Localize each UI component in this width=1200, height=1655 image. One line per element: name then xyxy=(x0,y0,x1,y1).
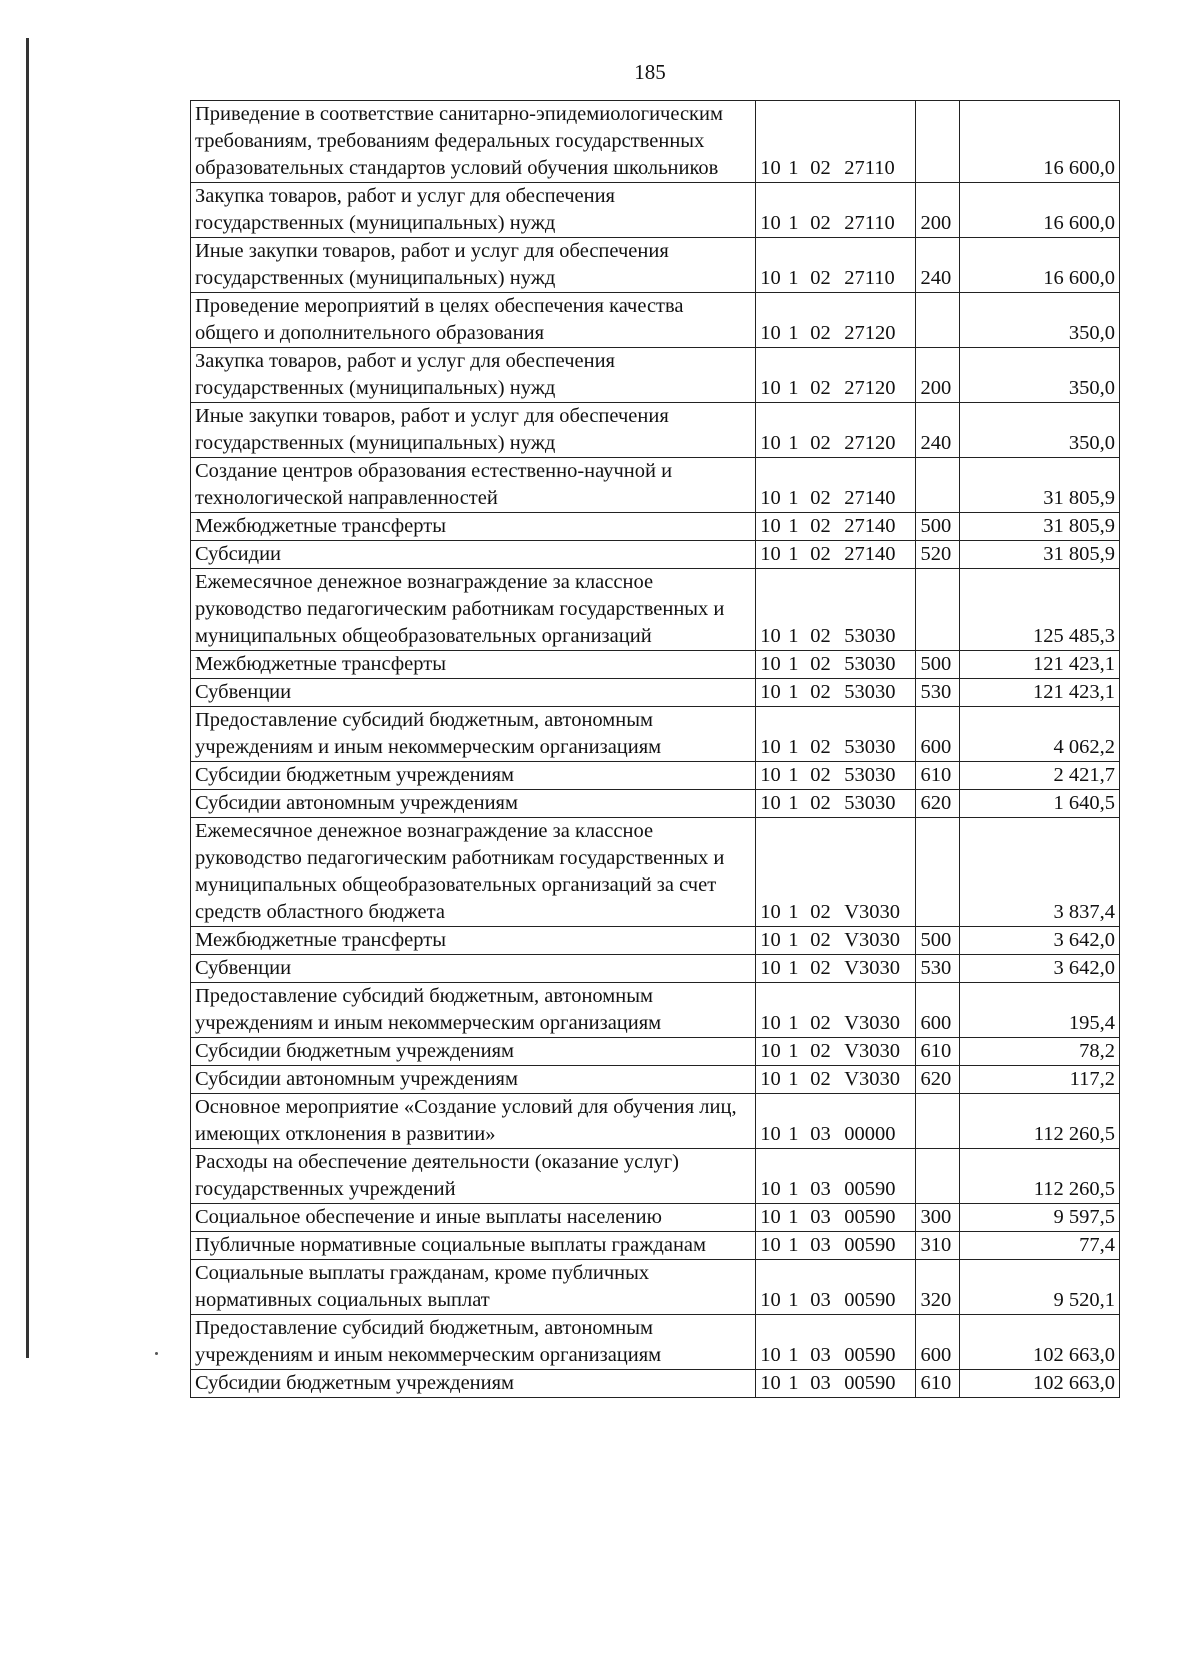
code-part: V3030 xyxy=(844,1012,901,1034)
code-part: 02 xyxy=(810,543,831,565)
code-part: 53030 xyxy=(844,736,896,758)
table-row xyxy=(191,1066,1120,1094)
code-part: 00590 xyxy=(844,1372,896,1394)
row-amount: 3 837,4 xyxy=(959,818,1119,927)
code-part: 02 xyxy=(810,1012,831,1034)
code-part: 1 xyxy=(788,901,799,923)
row-description: Создание центров образования естественно-научной и технологической направленностей xyxy=(191,458,756,513)
row-amount: 102 663,0 xyxy=(959,1315,1119,1370)
table-row xyxy=(191,1149,1120,1204)
code-part: V3030 xyxy=(844,1068,901,1090)
table-row xyxy=(191,1204,1120,1232)
code-part: 10 xyxy=(760,1234,781,1256)
row-expense-type: 600 xyxy=(916,1315,959,1370)
row-description: Иные закупки товаров, работ и услуг для обеспечения государственных (муниципальных) нужд xyxy=(191,403,756,458)
row-expense-type: 610 xyxy=(916,1038,959,1066)
row-description: Субвенции xyxy=(191,679,756,707)
code-part: 10 xyxy=(760,543,781,565)
row-expense-type xyxy=(916,293,959,348)
code-part: 1 xyxy=(788,432,799,454)
row-expense-type xyxy=(916,569,959,651)
table-row xyxy=(191,1315,1120,1370)
table-row xyxy=(191,569,1120,651)
row-target-code xyxy=(756,927,916,955)
row-target-code xyxy=(756,762,916,790)
row-description: Межбюджетные трансферты xyxy=(191,651,756,679)
row-amount: 3 642,0 xyxy=(959,927,1119,955)
row-expense-type: 200 xyxy=(916,348,959,403)
code-part: 02 xyxy=(810,792,831,814)
budget-table xyxy=(190,100,1120,1398)
code-part: 00590 xyxy=(844,1289,896,1311)
table-row xyxy=(191,541,1120,569)
row-target-code xyxy=(756,238,916,293)
table-row xyxy=(191,955,1120,983)
code-part: 02 xyxy=(810,212,831,234)
code-part: V3030 xyxy=(844,1040,901,1062)
row-amount: 16 600,0 xyxy=(959,101,1119,183)
code-part: 1 xyxy=(788,764,799,786)
code-part: 1 xyxy=(788,1289,799,1311)
code-part: 53030 xyxy=(844,792,896,814)
code-part: 02 xyxy=(810,322,831,344)
row-target-code xyxy=(756,651,916,679)
table-row xyxy=(191,293,1120,348)
code-part: 1 xyxy=(788,792,799,814)
row-target-code xyxy=(756,101,916,183)
row-description: Межбюджетные трансферты xyxy=(191,513,756,541)
row-amount: 125 485,3 xyxy=(959,569,1119,651)
code-part: 03 xyxy=(810,1206,831,1228)
code-part: 02 xyxy=(810,653,831,675)
code-part: 02 xyxy=(810,957,831,979)
code-part: 10 xyxy=(760,1372,781,1394)
code-part: 02 xyxy=(810,929,831,951)
row-target-code xyxy=(756,679,916,707)
row-expense-type: 500 xyxy=(916,927,959,955)
row-expense-type: 610 xyxy=(916,1370,959,1398)
row-expense-type: 600 xyxy=(916,707,959,762)
code-part: 1 xyxy=(788,1040,799,1062)
code-part: 10 xyxy=(760,1344,781,1366)
code-part: 10 xyxy=(760,157,781,179)
table-row xyxy=(191,1094,1120,1149)
table-row xyxy=(191,679,1120,707)
code-part: 02 xyxy=(810,1068,831,1090)
code-part: 10 xyxy=(760,487,781,509)
row-amount: 9 597,5 xyxy=(959,1204,1119,1232)
row-amount: 4 062,2 xyxy=(959,707,1119,762)
row-target-code xyxy=(756,1232,916,1260)
code-part: 00590 xyxy=(844,1178,896,1200)
table-row xyxy=(191,818,1120,927)
code-part: 1 xyxy=(788,322,799,344)
code-part: 1 xyxy=(788,267,799,289)
row-expense-type: 240 xyxy=(916,238,959,293)
row-description: Субсидии автономным учреждениям xyxy=(191,790,756,818)
row-description: Ежемесячное денежное вознаграждение за классное руководство педагогическим работникам государственных и муниципальных общеобразовательных организаций за счет средств областного бюджета xyxy=(191,818,756,927)
row-description: Иные закупки товаров, работ и услуг для обеспечения государственных (муниципальных) нужд xyxy=(191,238,756,293)
row-description: Субсидии бюджетным учреждениям xyxy=(191,762,756,790)
row-target-code xyxy=(756,569,916,651)
row-expense-type xyxy=(916,818,959,927)
row-target-code xyxy=(756,1094,916,1149)
row-description: Приведение в соответствие санитарно-эпидемиологическим требованиям, требованиям федеральных государственных образовательных стандартов условий обучения школьников xyxy=(191,101,756,183)
row-expense-type: 310 xyxy=(916,1232,959,1260)
code-part: 10 xyxy=(760,377,781,399)
row-amount: 16 600,0 xyxy=(959,238,1119,293)
code-part: 10 xyxy=(760,736,781,758)
row-expense-type: 500 xyxy=(916,651,959,679)
row-expense-type: 500 xyxy=(916,513,959,541)
code-part: 27140 xyxy=(844,487,896,509)
code-part: 03 xyxy=(810,1234,831,1256)
row-expense-type xyxy=(916,101,959,183)
code-part: 02 xyxy=(810,1040,831,1062)
code-part: 27140 xyxy=(844,543,896,565)
row-amount: 121 423,1 xyxy=(959,651,1119,679)
code-part: V3030 xyxy=(844,929,901,951)
row-description: Субсидии xyxy=(191,541,756,569)
code-part: 10 xyxy=(760,1206,781,1228)
row-target-code xyxy=(756,183,916,238)
row-expense-type xyxy=(916,1094,959,1149)
code-part: 03 xyxy=(810,1344,831,1366)
row-amount: 31 805,9 xyxy=(959,541,1119,569)
row-expense-type: 600 xyxy=(916,983,959,1038)
row-target-code xyxy=(756,707,916,762)
code-part: 03 xyxy=(810,1289,831,1311)
row-description: Социальные выплаты гражданам, кроме публичных нормативных социальных выплат xyxy=(191,1260,756,1315)
row-target-code xyxy=(756,983,916,1038)
table-row xyxy=(191,1232,1120,1260)
scan-margin-line xyxy=(26,38,29,1358)
table-row xyxy=(191,707,1120,762)
code-part: 02 xyxy=(810,625,831,647)
row-amount: 117,2 xyxy=(959,1066,1119,1094)
code-part: 53030 xyxy=(844,764,896,786)
table-row xyxy=(191,983,1120,1038)
code-part: 27120 xyxy=(844,432,896,454)
code-part: 1 xyxy=(788,1372,799,1394)
row-description: Предоставление субсидий бюджетным, автономным учреждениям и иным некоммерческим организациям xyxy=(191,983,756,1038)
code-part: V3030 xyxy=(844,957,901,979)
row-expense-type xyxy=(916,458,959,513)
row-amount: 16 600,0 xyxy=(959,183,1119,238)
table-row xyxy=(191,348,1120,403)
code-part: 10 xyxy=(760,432,781,454)
row-expense-type: 520 xyxy=(916,541,959,569)
code-part: 03 xyxy=(810,1178,831,1200)
row-amount: 77,4 xyxy=(959,1232,1119,1260)
code-part: 1 xyxy=(788,1344,799,1366)
row-amount: 9 520,1 xyxy=(959,1260,1119,1315)
row-target-code xyxy=(756,1149,916,1204)
code-part: 1 xyxy=(788,625,799,647)
row-target-code xyxy=(756,513,916,541)
table-row xyxy=(191,1038,1120,1066)
code-part: 10 xyxy=(760,929,781,951)
code-part: 10 xyxy=(760,957,781,979)
table-row xyxy=(191,458,1120,513)
code-part: 1 xyxy=(788,1178,799,1200)
table-row xyxy=(191,238,1120,293)
row-target-code xyxy=(756,1204,916,1232)
row-target-code xyxy=(756,458,916,513)
row-expense-type: 620 xyxy=(916,1066,959,1094)
code-part: 1 xyxy=(788,1012,799,1034)
row-expense-type: 240 xyxy=(916,403,959,458)
code-part: 27120 xyxy=(844,322,896,344)
row-target-code xyxy=(756,1260,916,1315)
code-part: 1 xyxy=(788,515,799,537)
row-description: Ежемесячное денежное вознаграждение за классное руководство педагогическим работникам государственных и муниципальных общеобразовательных организаций xyxy=(191,569,756,651)
row-expense-type: 530 xyxy=(916,679,959,707)
table-row xyxy=(191,1370,1120,1398)
scan-speck xyxy=(155,1352,158,1355)
code-part: 10 xyxy=(760,1123,781,1145)
row-description: Проведение мероприятий в целях обеспечения качества общего и дополнительного образования xyxy=(191,293,756,348)
row-target-code xyxy=(756,790,916,818)
row-target-code xyxy=(756,541,916,569)
row-expense-type xyxy=(916,1149,959,1204)
code-part: 10 xyxy=(760,1289,781,1311)
code-part: 10 xyxy=(760,681,781,703)
row-description: Закупка товаров, работ и услуг для обеспечения государственных (муниципальных) нужд xyxy=(191,183,756,238)
code-part: 00000 xyxy=(844,1123,896,1145)
code-part: V3030 xyxy=(844,901,901,923)
row-amount: 31 805,9 xyxy=(959,458,1119,513)
row-expense-type: 320 xyxy=(916,1260,959,1315)
row-expense-type: 200 xyxy=(916,183,959,238)
code-part: 10 xyxy=(760,267,781,289)
row-target-code xyxy=(756,1038,916,1066)
code-part: 10 xyxy=(760,1178,781,1200)
budget-table-body xyxy=(191,101,1120,1398)
row-expense-type: 610 xyxy=(916,762,959,790)
table-row xyxy=(191,1260,1120,1315)
code-part: 27110 xyxy=(844,212,895,234)
code-part: 1 xyxy=(788,212,799,234)
row-target-code xyxy=(756,1370,916,1398)
row-description: Предоставление субсидий бюджетным, автономным учреждениям и иным некоммерческим организациям xyxy=(191,1315,756,1370)
code-part: 1 xyxy=(788,1068,799,1090)
code-part: 00590 xyxy=(844,1344,896,1366)
code-part: 10 xyxy=(760,322,781,344)
code-part: 10 xyxy=(760,1012,781,1034)
row-description: Социальное обеспечение и иные выплаты населению xyxy=(191,1204,756,1232)
row-target-code xyxy=(756,1315,916,1370)
table-row xyxy=(191,927,1120,955)
row-amount: 350,0 xyxy=(959,348,1119,403)
table-row xyxy=(191,651,1120,679)
row-amount: 78,2 xyxy=(959,1038,1119,1066)
table-row xyxy=(191,513,1120,541)
code-part: 02 xyxy=(810,764,831,786)
code-part: 10 xyxy=(760,653,781,675)
row-amount: 2 421,7 xyxy=(959,762,1119,790)
code-part: 1 xyxy=(788,487,799,509)
table-row xyxy=(191,403,1120,458)
table-row xyxy=(191,101,1120,183)
row-target-code xyxy=(756,955,916,983)
table-row xyxy=(191,790,1120,818)
code-part: 1 xyxy=(788,543,799,565)
code-part: 10 xyxy=(760,764,781,786)
page-number: 185 xyxy=(634,60,666,84)
row-amount: 31 805,9 xyxy=(959,513,1119,541)
row-amount: 121 423,1 xyxy=(959,679,1119,707)
row-target-code xyxy=(756,348,916,403)
row-description: Субсидии автономным учреждениям xyxy=(191,1066,756,1094)
code-part: 00590 xyxy=(844,1234,896,1256)
code-part: 1 xyxy=(788,1206,799,1228)
code-part: 1 xyxy=(788,653,799,675)
row-description: Основное мероприятие «Создание условий для обучения лиц, имеющих отклонения в развитии» xyxy=(191,1094,756,1149)
code-part: 02 xyxy=(810,267,831,289)
code-part: 02 xyxy=(810,681,831,703)
code-part: 02 xyxy=(810,377,831,399)
row-description: Межбюджетные трансферты xyxy=(191,927,756,955)
code-part: 1 xyxy=(788,1234,799,1256)
row-amount: 1 640,5 xyxy=(959,790,1119,818)
row-description: Закупка товаров, работ и услуг для обеспечения государственных (муниципальных) нужд xyxy=(191,348,756,403)
row-expense-type: 530 xyxy=(916,955,959,983)
code-part: 02 xyxy=(810,432,831,454)
row-amount: 350,0 xyxy=(959,293,1119,348)
row-amount: 350,0 xyxy=(959,403,1119,458)
code-part: 10 xyxy=(760,792,781,814)
code-part: 03 xyxy=(810,1123,831,1145)
code-part: 1 xyxy=(788,736,799,758)
row-description: Предоставление субсидий бюджетным, автономным учреждениям и иным некоммерческим организациям xyxy=(191,707,756,762)
code-part: 10 xyxy=(760,212,781,234)
code-part: 02 xyxy=(810,487,831,509)
code-part: 00590 xyxy=(844,1206,896,1228)
code-part: 53030 xyxy=(844,653,896,675)
code-part: 1 xyxy=(788,1123,799,1145)
row-description: Субвенции xyxy=(191,955,756,983)
row-description: Публичные нормативные социальные выплаты гражданам xyxy=(191,1232,756,1260)
row-target-code xyxy=(756,403,916,458)
row-amount: 3 642,0 xyxy=(959,955,1119,983)
code-part: 02 xyxy=(810,515,831,537)
row-expense-type: 620 xyxy=(916,790,959,818)
row-amount: 112 260,5 xyxy=(959,1149,1119,1204)
code-part: 02 xyxy=(810,736,831,758)
code-part: 02 xyxy=(810,157,831,179)
code-part: 03 xyxy=(810,1372,831,1394)
code-part: 10 xyxy=(760,1068,781,1090)
row-amount: 195,4 xyxy=(959,983,1119,1038)
row-target-code xyxy=(756,818,916,927)
row-target-code xyxy=(756,1066,916,1094)
code-part: 1 xyxy=(788,377,799,399)
row-description: Субсидии бюджетным учреждениям xyxy=(191,1370,756,1398)
row-expense-type: 300 xyxy=(916,1204,959,1232)
row-target-code xyxy=(756,293,916,348)
table-row xyxy=(191,762,1120,790)
code-part: 10 xyxy=(760,515,781,537)
code-part: 1 xyxy=(788,957,799,979)
row-amount: 102 663,0 xyxy=(959,1370,1119,1398)
code-part: 02 xyxy=(810,901,831,923)
code-part: 1 xyxy=(788,681,799,703)
table-row xyxy=(191,183,1120,238)
row-amount: 112 260,5 xyxy=(959,1094,1119,1149)
code-part: 27120 xyxy=(844,377,896,399)
code-part: 10 xyxy=(760,1040,781,1062)
code-part: 27110 xyxy=(844,267,895,289)
code-part: 27110 xyxy=(844,157,895,179)
code-part: 10 xyxy=(760,901,781,923)
code-part: 1 xyxy=(788,157,799,179)
code-part: 53030 xyxy=(844,625,896,647)
row-description: Расходы на обеспечение деятельности (оказание услуг) государственных учреждений xyxy=(191,1149,756,1204)
row-description: Субсидии бюджетным учреждениям xyxy=(191,1038,756,1066)
code-part: 1 xyxy=(788,929,799,951)
code-part: 53030 xyxy=(844,681,896,703)
code-part: 27140 xyxy=(844,515,896,537)
code-part: 10 xyxy=(760,625,781,647)
